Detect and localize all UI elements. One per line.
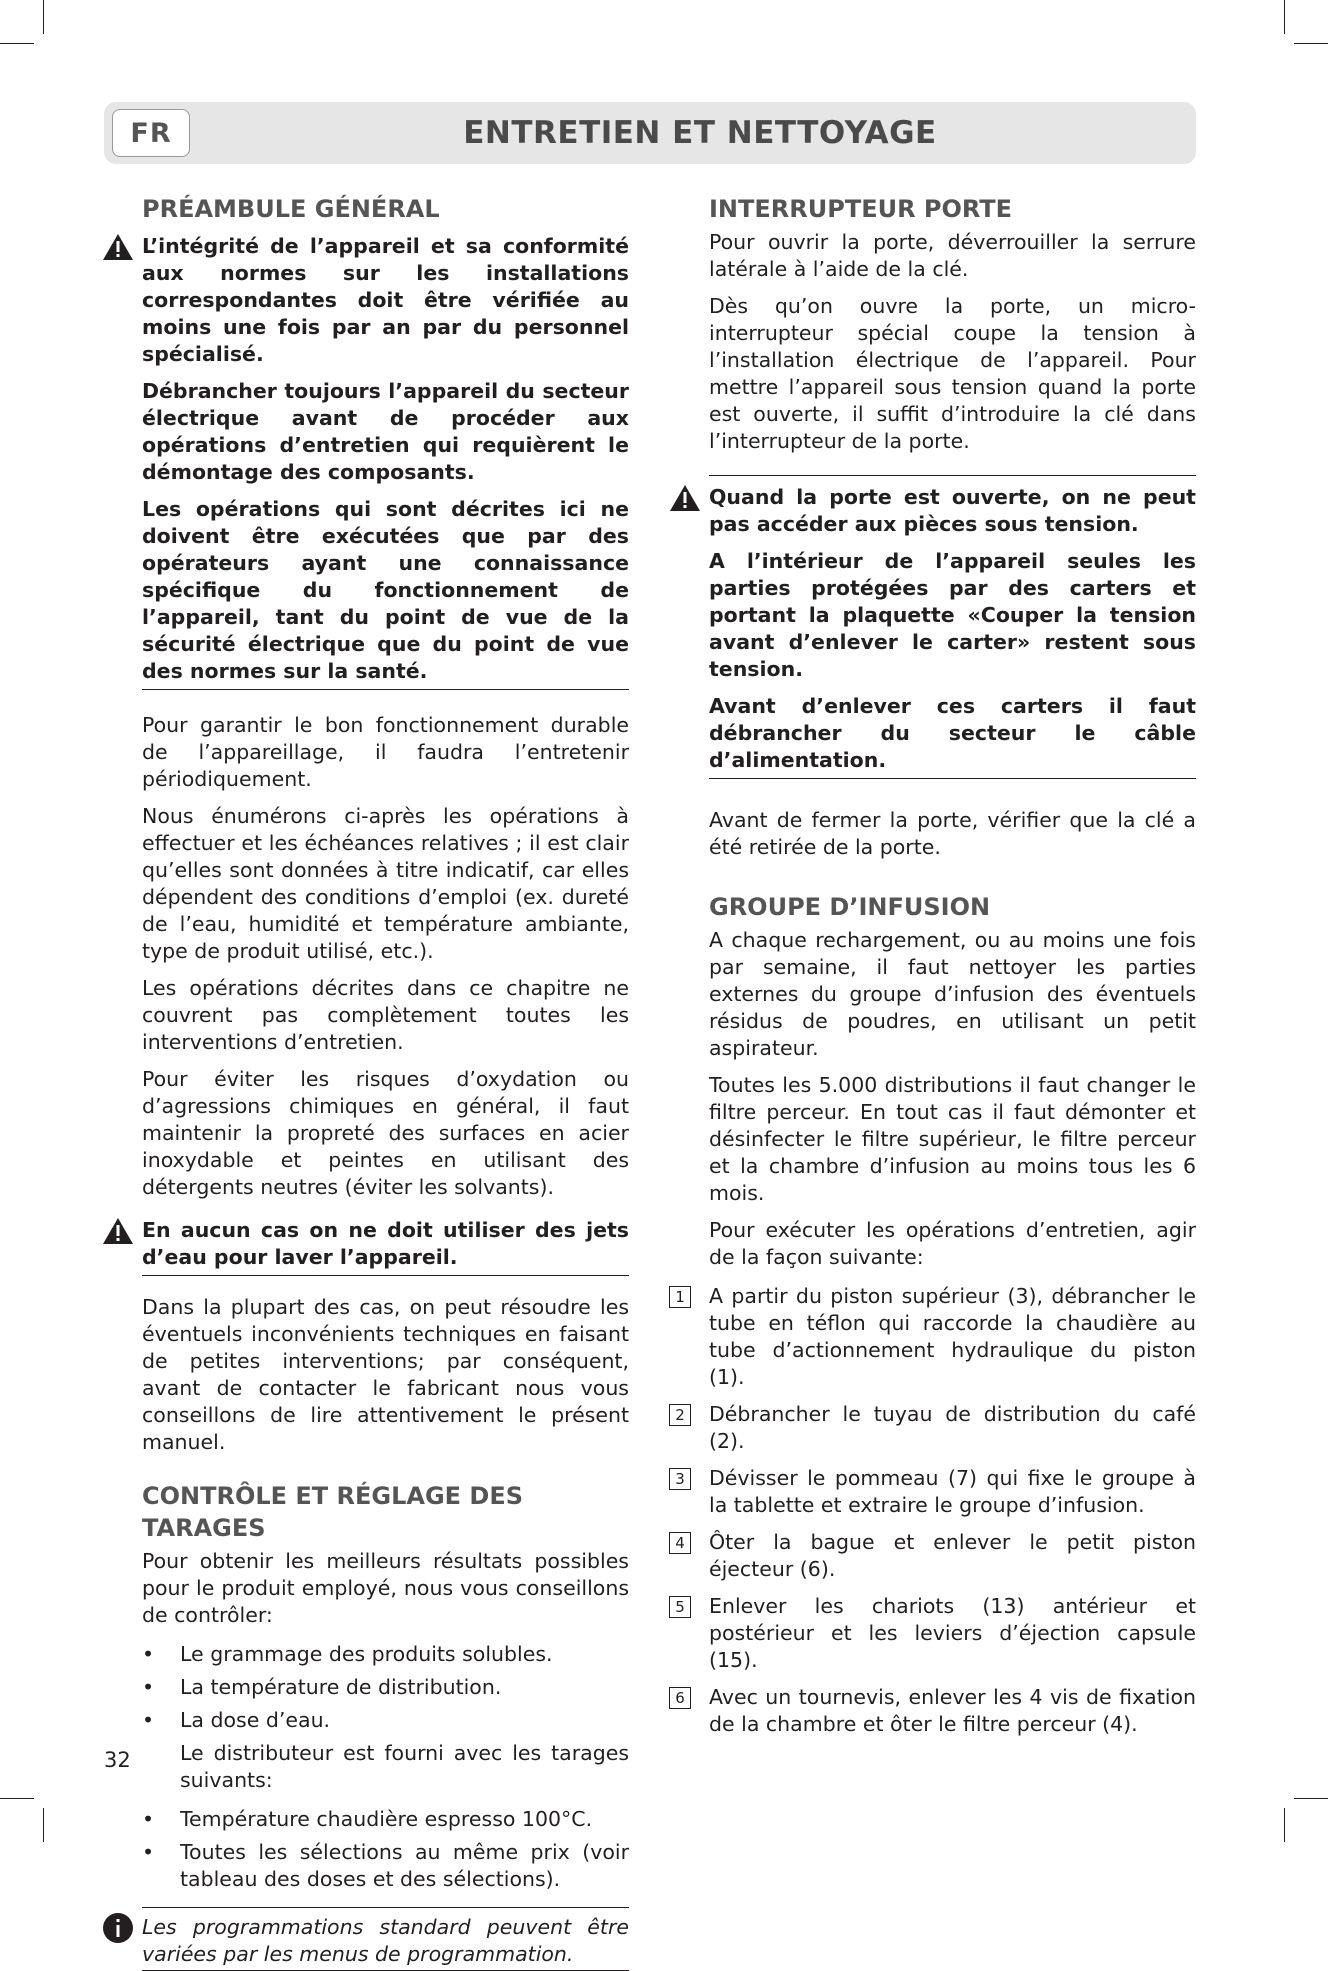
crop-mark [43,1808,44,1842]
list-item: • Le grammage des produits solubles. [142,1642,553,1666]
list-item: • La dose d’eau. [142,1708,331,1732]
maintenance-steps [675,1283,1196,1738]
step-number: 5 [669,1596,691,1618]
list-item: 2 Débrancher le tuyau de distribution du café (2). [709,1401,1196,1455]
page-number: 32 [104,1748,131,1772]
warning-text: A l’intérieur de l’appareil seules les parties protégées par des carters et portant la plaquette «Couper la tension avant d’enlever le carter» restent sous tension. [709,549,1196,681]
warning-triangle-icon [669,484,701,512]
page-title: ENTRETIEN ET NETTOYAGE [463,115,937,151]
step-number: 1 [669,1286,691,1308]
crop-mark [43,0,44,34]
list-item: 3 Dévisser le pommeau (7) qui fixe le groupe à la tablette et extraire le groupe d’infusion. [709,1465,1196,1519]
list-item: 6 Avec un tournevis, enlever les 4 vis de fixation de la chambre et ôter le filtre perceur (4). [709,1684,1196,1738]
paragraph: Pour obtenir les meilleurs résultats possibles pour le produit employé, nous vous conseillons de contrôler: [142,1549,629,1627]
bullet-symbol: • [142,1675,155,1699]
warning-text: Quand la porte est ouverte, on ne peut pas accéder aux pièces sous tension. [709,485,1196,536]
warning-block-door [709,475,1196,779]
paragraph: Avant de fermer la porte, vérifier que la clé a été retirée de la porte. [709,808,1196,859]
paragraph: Nous énumérons ci-après les opérations à effectuer et les échéances relatives ; il est clair qu’elles sont données à titre indicatif, car elles dépendent des conditions d’emploi (ex. dureté de l’eau, humidité et température ambiante, type de produit utilisé, etc.). [142,804,629,963]
warning-text: L’intégrité de l’appareil et sa conformité aux normes sur les installations correspondantes doit être vérifiée au moins une fois par an par du personnel spécialisé. [142,234,629,366]
paragraph: Les opérations décrites dans ce chapitre ne couvrent pas complètement toutes les interventions d’entretien. [142,976,629,1054]
warning-text: Avant d’enlever ces carters il faut débrancher du secteur le câble d’alimentation. [709,694,1196,772]
bullet-symbol: • [142,1642,155,1666]
info-text: Les programmations standard peuvent être variées par les menus de programmation. [142,1915,629,1966]
section-title-brew-group: GROUPE D’INFUSION [709,893,991,921]
paragraph: Pour ouvrir la porte, déverrouiller la serrure latérale à l’aide de la clé. [709,230,1196,281]
paragraph: Dans la plupart des cas, on peut résoudre les éventuels inconvénients techniques en faisant de petites interventions; par conséquent, avant de contacter le fabricant nous vous conseillons de lire attentivement le présent manuel. [142,1295,629,1454]
step-number: 6 [669,1687,691,1709]
warning-block-water [142,1217,629,1276]
list-item: 5 Enlever les chariots (13) antérieur et postérieur et les leviers d’éjection capsule (15). [709,1593,1196,1674]
crop-mark [0,1798,34,1799]
warning-text: Les opérations qui sont décrites ici ne doivent être exécutées que par des opérateurs ayant une connaissance spécifique du fonctionnement de l’appareil, tant du point de vue de la sécurité électrique que du point de vue des normes sur la santé. [142,497,629,683]
crop-mark [1294,43,1328,44]
paragraph: Pour exécuter les opérations d’entretien, agir de la façon suivante: [709,1218,1196,1269]
page-header [104,102,1196,164]
calibration-list [142,1641,629,1734]
calibration-settings-list [142,1806,629,1893]
step-number: 2 [669,1404,691,1426]
section-title-door-switch: INTERRUPTEUR PORTE [709,195,1013,223]
paragraph: Pour garantir le bon fonctionnement durable de l’appareillage, il faudra l’entretenir périodiquement. [142,713,629,791]
step-number: 3 [669,1468,691,1490]
bullet-symbol: • [142,1807,155,1831]
paragraph: Toutes les 5.000 distributions il faut changer le filtre perceur. En tout cas il faut démonter et désinfecter le filtre supérieur, le filtre perceur et la chambre d’infusion au moins tous les 6 mois. [709,1073,1196,1205]
paragraph: Le distributeur est fourni avec les tarages suivants: [180,1741,629,1792]
bullet-symbol: • [142,1840,155,1864]
info-circle-icon [102,1912,134,1944]
paragraph: Pour éviter les risques d’oxydation ou d’agressions chimiques en général, il faut maintenir la propreté des surfaces en acier inoxydable et peintes en utilisant des détergents neutres (éviter les solvants). [142,1067,629,1199]
warning-triangle-icon [102,233,134,261]
step-number: 4 [669,1532,691,1554]
paragraph: Dès qu’on ouvre la porte, un micro-interrupteur spécial coupe la tension à l’installation électrique de l’appareil. Pour mettre l’appareil sous tension quand la porte est ouverte, il suffit d’introduire la clé dans l’interrupteur de la porte. [709,294,1196,453]
crop-mark [1284,0,1285,34]
crop-mark [0,43,34,44]
list-item: • Toutes les sélections au même prix (voir tableau des doses et des sélections). [142,1840,629,1891]
bullet-symbol: • [142,1708,155,1732]
left-column [142,193,629,1971]
warning-text: Débrancher toujours l’appareil du secteur électrique avant de procéder aux opérations d’entretien qui requièrent le démontage des composants. [142,379,629,484]
crop-mark [1284,1808,1285,1842]
section-title-preamble: PRÉAMBULE GÉNÉRAL [142,195,440,223]
warning-block-integrity [142,233,629,690]
list-item: • La température de distribution. [142,1675,502,1699]
warning-text: En aucun cas on ne doit utiliser des jets d’eau pour laver l’appareil. [142,1218,629,1269]
list-item: 1 A partir du piston supérieur (3), débrancher le tube en téflon qui raccorde la chaudière au tube d’actionnement hydraulique du piston (1). [709,1283,1196,1391]
list-item: 4 Ôter la bague et enlever le petit piston éjecteur (6). [709,1529,1196,1583]
crop-mark [1294,1798,1328,1799]
list-item: • Température chaudière espresso 100°C. [142,1807,593,1831]
language-badge: FR [112,109,190,157]
section-title-calibration: CONTRÔLE ET RÉGLAGE DES TARAGES [142,1482,524,1542]
info-block-programming [142,1907,629,1971]
right-column [675,193,1196,1748]
warning-triangle-icon [102,1217,134,1245]
paragraph: A chaque rechargement, ou au moins une fois par semaine, il faut nettoyer les parties externes du groupe d’infusion des éventuels résidus de poudres, en utilisant un petit aspirateur. [709,928,1196,1060]
